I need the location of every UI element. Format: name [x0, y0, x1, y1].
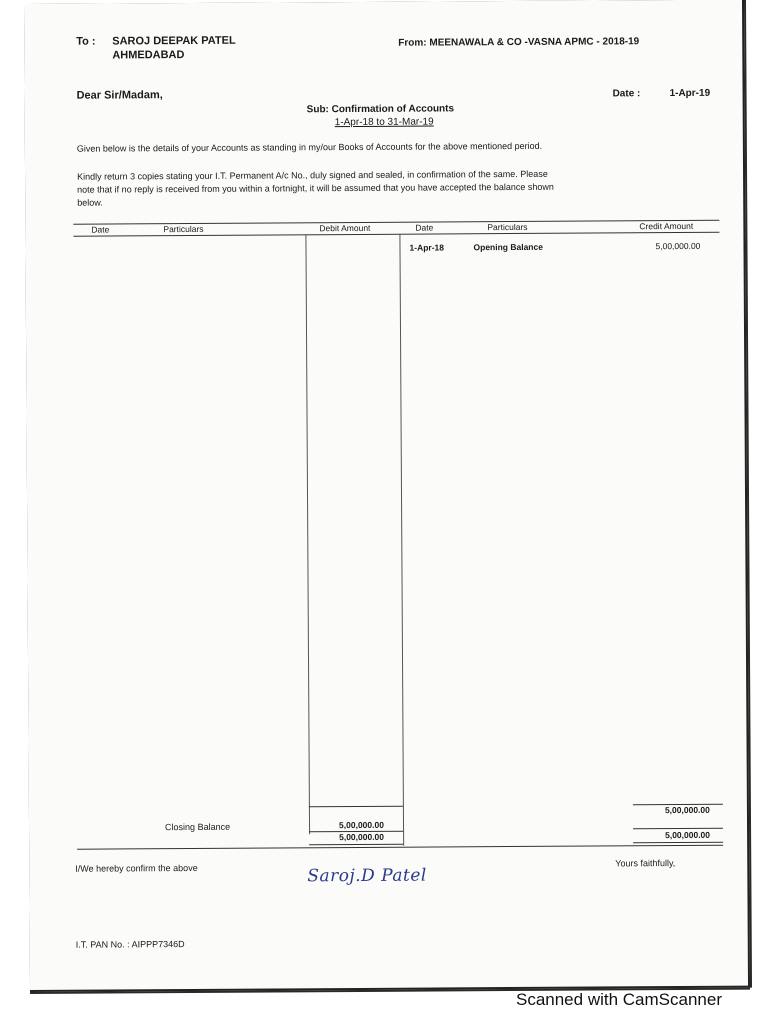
sender-line: From: MEENAWALA & CO -VASNA APMC - 2018-19 — [398, 36, 640, 49]
credit-total: 5,00,000.00 — [665, 829, 711, 841]
credit-row-amount: 5,00,000.00 — [655, 240, 701, 252]
request-paragraph-line-2: note that if no reply is received from you within a fortnight, it will be assumed that you have accepted the balance shown — [77, 181, 554, 195]
credit-row-date: 1-Apr-18 — [409, 242, 445, 253]
debit-amount-column-divider — [305, 234, 310, 834]
confirmation-text: I/We hereby confirm the above — [75, 862, 198, 874]
debit-total: 5,00,000.00 — [339, 831, 385, 843]
period-line: 1-Apr-18 to 31-Mar-19 — [334, 116, 434, 129]
debit-double-rule — [309, 844, 403, 846]
subject-line: Sub: Confirmation of Accounts — [306, 103, 455, 116]
letter-page — [24, 0, 750, 992]
table-bottom-rule — [77, 845, 723, 850]
credit-particulars-header: Particulars — [487, 221, 528, 233]
intro-paragraph: Given below is the details of your Accounts as standing in my/our Books of Accounts for the above mentioned period. — [76, 140, 543, 154]
scanner-watermark: Scanned with CamScanner — [515, 990, 722, 1009]
credit-amount-header: Credit Amount — [639, 220, 694, 232]
debit-particulars-header: Particulars — [163, 223, 204, 235]
debit-date-header: Date — [91, 224, 110, 235]
center-column-divider — [399, 234, 404, 846]
recipient-city: AHMEDABAD — [112, 49, 185, 62]
date-label: Date : — [612, 88, 641, 100]
salutation: Dear Sir/Madam, — [76, 89, 163, 102]
debit-subtotal-rule — [309, 806, 403, 808]
credit-row-particulars: Opening Balance — [473, 241, 543, 253]
pan-number: I.T. PAN No. : AIPPP7346D — [75, 939, 185, 950]
request-paragraph-line-1: Kindly return 3 copies stating your I.T. Permanent A/c No., duly signed and sealed, in confirmation of the same. Please — [77, 168, 548, 182]
credit-date-header: Date — [415, 222, 434, 233]
closing-balance-label: Closing Balance — [165, 821, 231, 833]
to-label: To : — [76, 35, 96, 48]
yours-faithfully: Yours faithfully, — [615, 858, 676, 869]
credit-double-rule — [633, 842, 723, 844]
handwritten-signature: Saroj.D Patel — [307, 865, 427, 887]
debit-amount-header: Debit Amount — [319, 222, 371, 234]
request-paragraph-line-3: below. — [77, 197, 103, 208]
closing-balance-debit: 5,00,000.00 — [338, 819, 384, 831]
letter-date: 1-Apr-19 — [669, 87, 711, 100]
recipient-name: SAROJ DEEPAK PATEL — [112, 34, 236, 48]
credit-subtotal: 5,00,000.00 — [664, 804, 710, 816]
